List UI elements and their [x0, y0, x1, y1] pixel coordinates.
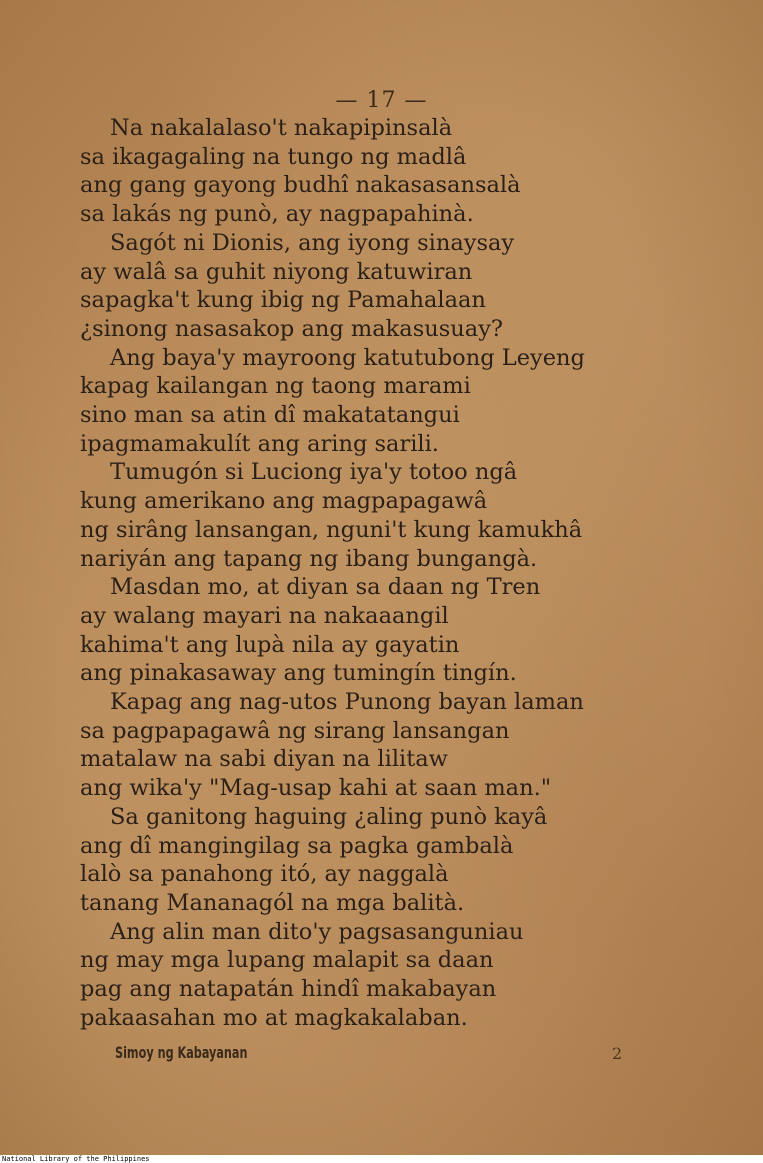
- poem-line: nariyán ang tapang ng ibang bungangà.: [80, 545, 538, 572]
- poem-line: matalaw na sabi diyan na lilitaw: [80, 746, 448, 773]
- poem-line: ang wika'y "Mag-usap kahi at saan man.": [80, 775, 552, 802]
- poem-line: Sa ganitong haguing ¿aling punò kayâ: [110, 803, 548, 830]
- poem-line: pag ang natapatán hindî makabayan: [80, 976, 497, 1003]
- poem-text: [80, 114, 700, 1033]
- poem-line: Tumugón si Luciong iya'y totoo ngâ: [110, 459, 518, 486]
- poem-line: ¿sinong nasasakop ang makasusuay?: [80, 315, 503, 342]
- poem-line: kung amerikano ang magpapagawâ: [80, 488, 488, 515]
- poem-line: pakaasahan mo at magkakalaban.: [80, 1004, 468, 1031]
- poem-line: ang dî mangingilag sa pagka gambalà: [80, 832, 514, 859]
- poem-line: ng sirâng lansangan, nguni't kung kamukhâ: [80, 516, 583, 543]
- poem-line: sa pagpapagawâ ng sirang lansangan: [80, 717, 510, 744]
- poem-line: kahima't ang lupà nila ay gayatin: [80, 631, 460, 658]
- poem-line: Na nakalalaso't nakapipinsalà: [110, 115, 453, 141]
- signature-mark: 2: [612, 1044, 623, 1063]
- poem-line: ng may mga lupang malapit sa daan: [80, 947, 494, 974]
- poem-line: ay walâ sa guhit niyong katuwiran: [80, 258, 473, 285]
- poem-line: sa ikagagaling na tungo ng madlâ: [80, 143, 467, 170]
- poem-line: lalò sa panahong itó, ay naggalà: [80, 861, 449, 888]
- poem-line: Ang baya'y mayroong katutubong Leyeng: [110, 344, 585, 371]
- poem-line: ipagmamakulít ang aring sarili.: [80, 430, 439, 457]
- poem-line: ang pinakasaway ang tumingín tingín.: [80, 660, 517, 687]
- poem-line: sa lakás ng punò, ay nagpapahinà.: [80, 201, 474, 228]
- poem-line: Sagót ni Dionis, ang iyong sinaysay: [110, 229, 515, 256]
- poem-line: tanang Mananagól na mga balità.: [80, 889, 465, 916]
- poem-line: ay walang mayari na nakaaangil: [80, 602, 449, 629]
- poem-line: ang gang gayong budhî nakasasansalà: [80, 172, 521, 199]
- poem-line: kapag kailangan ng taong marami: [80, 373, 471, 400]
- poem-line: Ang alin man dito'y pagsasanguniau: [110, 918, 524, 945]
- poem-line: sino man sa atin dî makatatangui: [80, 402, 460, 429]
- poem-line: Masdan mo, at diyan sa daan ng Tren: [110, 574, 541, 601]
- poem-line: Kapag ang nag-utos Punong bayan laman: [110, 689, 584, 716]
- running-footer: Simoy ng Kabayanan: [115, 1043, 248, 1062]
- library-credit: National Library of the Philippines: [0, 1155, 763, 1163]
- poem-line: sapagka't kung ibig ng Pamahalaan: [80, 287, 486, 314]
- page-number: — 17 —: [335, 88, 428, 113]
